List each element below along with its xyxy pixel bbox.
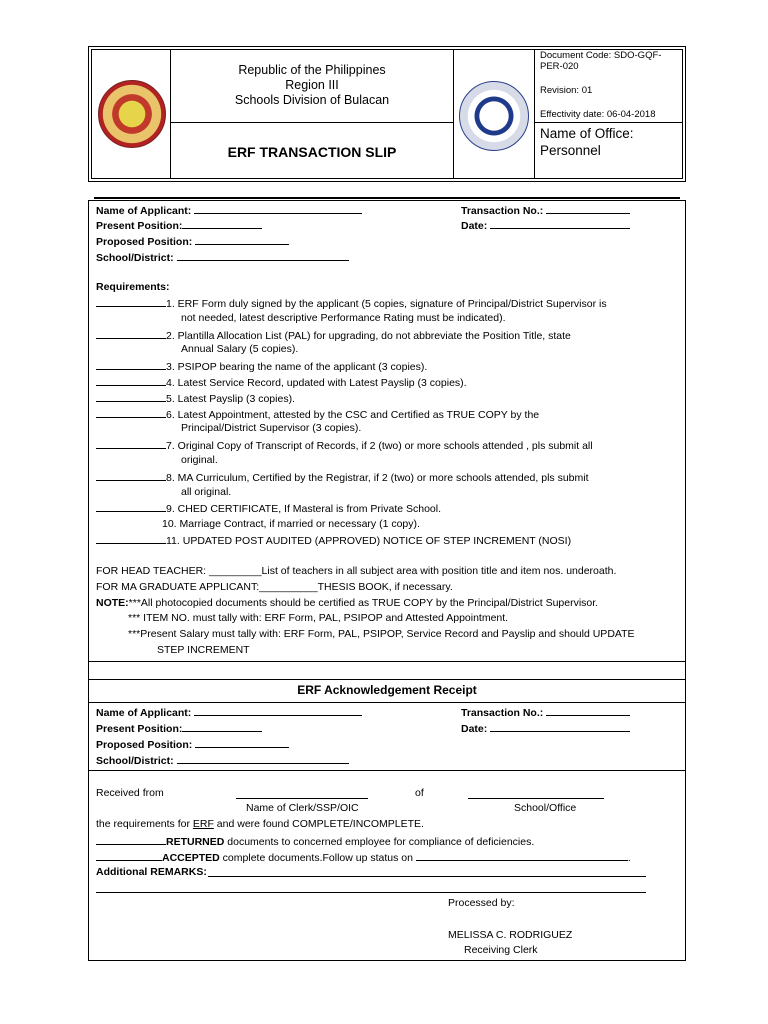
requirement-item [96,517,420,531]
head-teacher-note: FOR HEAD TEACHER: _________List of teachers in all subject area with position title and item nos. underoath. [96,565,617,577]
requirement-item [96,375,467,390]
receipt-date-label: Date: [461,721,630,736]
deped-seal-logo [459,81,529,151]
school-office-caption: School/Office [514,802,577,814]
remarks-blank-2 [96,892,646,893]
of-label: of [415,787,424,799]
requirement-check-blank [96,470,166,481]
header-division: Schools Division of Bulacan [234,93,390,107]
requirement-text: 5. Latest Payslip (3 copies). [166,392,295,405]
transaction-no-label: Transaction No.: [461,203,630,218]
receipt-transaction-no-label: Transaction No.: [461,705,630,720]
requirement-item-continued: all original. [181,485,232,498]
requirement-item [96,296,607,311]
requirement-check-blank [96,501,166,512]
requirement-text: 3. PSIPOP bearing the name of the applicant (3 copies). [166,361,428,374]
receipt-title-line [88,702,686,703]
requirement-text: 10. Marriage Contract, if married or necessary (1 copy). [162,518,420,531]
divider-before-received [88,770,686,771]
proposed-position-label: Proposed Position: [96,234,289,249]
requirement-item [96,328,571,343]
header-hline-left [170,122,453,123]
note-line-4: STEP INCREMENT [157,644,250,656]
requirement-check-blank [96,517,162,527]
requirement-item [96,438,593,453]
requirement-text: 1. ERF Form duly signed by the applicant (5 copies, signature of Principal/District Supervisor is [166,298,607,310]
requirement-item [96,359,427,374]
doc-code: Document Code: SDO-GQF-PER-020 [540,50,662,72]
requirement-item [96,407,539,422]
school-district-label: School/District: [96,250,349,265]
clerk-name-blank [236,798,368,799]
divider-before-receipt [88,679,686,680]
ma-graduate-note: FOR MA GRADUATE APPLICANT:__________THESIS BOOK, if necessary. [96,581,453,593]
processed-by-label: Processed by: [448,897,515,909]
requirement-item-continued: original. [181,454,218,466]
requirement-check-blank [96,328,166,339]
office-label: Name of Office: [540,126,634,141]
slip-title: ERF TRANSACTION SLIP [227,144,397,160]
clerk-caption: Name of Clerk/SSP/OIC [246,802,359,814]
revision: Revision: 01 [540,85,593,96]
receipt-title: ERF Acknowledgement Receipt [297,683,477,697]
receipt-applicant-name-label: Name of Applicant: [96,705,362,720]
requirement-text: 11. UPDATED POST AUDITED (APPROVED) NOTICE OF STEP INCREMENT (NOSI) [166,535,572,547]
note-line-3: ***Present Salary must tally with: ERF Form, PAL, PSIPOP, Service Record and Payslip and should UPDATE [128,628,635,640]
requirement-item [96,501,441,516]
requirement-item-continued: not needed, latest descriptive Performance Rating must be indicated). [181,311,506,324]
remarks-blank-1 [208,876,646,877]
office-value: Personnel [540,143,601,158]
note-line-2: *** ITEM NO. must tally with: ERF Form, PAL, PSIPOP and Attested Appointment. [128,612,509,624]
header-republic: Republic of the Philippines [238,63,386,77]
requirement-text: 8. MA Curriculum, Certified by the Registrar, if 2 (two) or more schools attended, pls submit [166,471,589,484]
requirement-check-blank [96,533,166,544]
requirement-item [96,391,295,406]
header-underline [94,197,680,199]
applicant-name-label: Name of Applicant: [96,203,362,218]
requirement-check-blank [96,407,166,418]
note-line-1: NOTE:***All photocopied documents should be certified as TRUE COPY by the Principal/District Supervisor. [96,597,599,609]
requirement-text: 2. Plantilla Allocation List (PAL) for upgrading, do not abbreviate the Position Title, state [166,329,571,342]
header-divider-3 [534,49,535,179]
requirement-check-blank [96,359,166,370]
division-seal-logo [98,80,166,148]
requirements-found-line: the requirements for ERF and were found COMPLETE/INCOMPLETE. [96,818,424,830]
accepted-line: ACCEPTED complete documents.Follow up status on . [96,850,631,865]
received-from-label: Received from [96,787,164,799]
requirement-check-blank [96,375,166,386]
school-office-blank [468,798,604,799]
returned-line: RETURNED documents to concerned employee for compliance of deficiencies. [96,834,534,849]
present-position-label: Present Position: [96,218,262,233]
requirement-text: 6. Latest Appointment, attested by the CSC and Certified as TRUE COPY by the [166,408,540,421]
receipt-proposed-position-label: Proposed Position: [96,737,289,752]
date-label: Date: [461,218,630,233]
requirement-check-blank [96,438,166,449]
divider-after-notes [88,661,686,662]
additional-remarks-label: Additional REMARKS: [96,866,207,878]
requirement-item [96,470,589,485]
header-hline-right [534,122,683,123]
effectivity-date: Effectivity date: 06-04-2018 [540,109,656,120]
requirement-text: 9. CHED CERTIFICATE, If Masteral is from Private School. [166,503,442,516]
requirement-item-continued: Annual Salary (5 copies). [181,343,299,356]
requirement-check-blank [96,391,166,402]
requirement-text: 7. Original Copy of Transcript of Records, if 2 (two) or more schools attended , pls submit all [166,440,593,453]
receipt-school-district-label: School/District: [96,753,349,768]
header-region: Region III [285,78,339,92]
header-divider-2 [453,49,454,179]
requirements-heading: Requirements: [96,281,170,293]
requirement-text: 4. Latest Service Record, updated with Latest Payslip (3 copies). [166,377,467,389]
receipt-present-position-label: Present Position: [96,721,262,736]
clerk-name: MELISSA C. RODRIGUEZ [448,929,573,941]
requirement-check-blank [96,296,166,307]
requirement-item [96,533,571,548]
requirement-item-continued: Principal/District Supervisor (3 copies). [181,422,362,435]
clerk-title: Receiving Clerk [464,944,538,956]
